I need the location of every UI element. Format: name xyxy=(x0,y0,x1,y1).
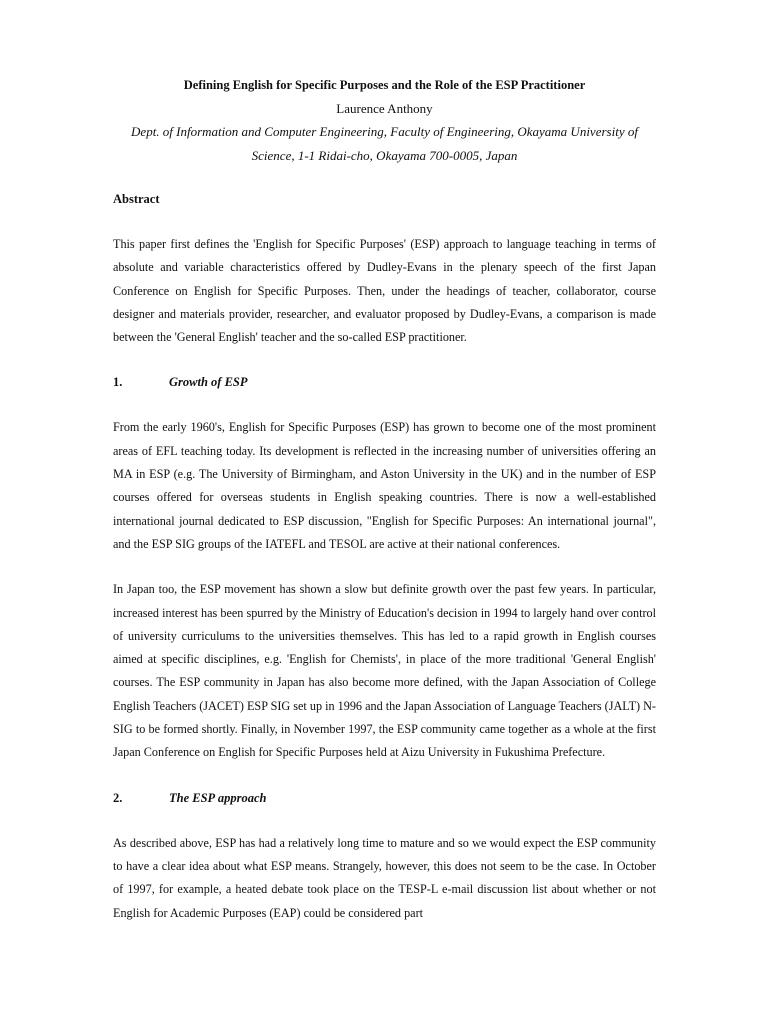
section-title: The ESP approach xyxy=(169,790,267,805)
section-heading-growth xyxy=(113,371,656,394)
paper-title: Defining English for Specific Purposes and the Role of the ESP Practitioner xyxy=(183,78,586,92)
author-name: Laurence Anthony xyxy=(336,101,433,116)
paragraph: As described above, ESP has had a relatively long time to mature and so we would expect the ESP community to have a clear idea about what ESP means. Strangely, however, this does not seem to be the case. In October of 1997, for example, a heated debate took place on the TESP-L e-mail discussion list about whether or not English for Academic Purposes (EAP) could be considered part xyxy=(113,835,656,920)
author-affiliation: Dept. of Information and Computer Engineering, Faculty of Engineering, Okayama University of Science, 1-1 Ridai-cho, Okayama 700-0005, Japan xyxy=(131,124,638,163)
section-number: 2. xyxy=(113,790,123,805)
section-number: 1. xyxy=(113,375,123,390)
section-heading-esp-approach xyxy=(113,787,656,810)
paragraph: In Japan too, the ESP movement has shown a slow but definite growth over the past few years. In particular, increased interest has been spurred by the Ministry of Education's decision in 1994 to largely hand over control of university curriculums to the universities themselves. This has led to a rapid growth in English courses aimed at specific disciplines, e.g. 'English for Chemists', in place of the more traditional 'General English' courses. The ESP community in Japan has also become more defined, with the Japan Association of College English Teachers (JACET) ESP SIG set up in 1996 and the Japan Association of Language Teachers (JALT) N-SIG to be formed shortly. Finally, in November 1997, the ESP community came together as a whole at the first Japan Conference on English for Specific Purposes held at Aizu University in Fukushima Prefecture. xyxy=(113,582,656,760)
section-title: Growth of ESP xyxy=(169,375,248,390)
abstract-text: This paper first defines the 'English for Specific Purposes' (ESP) approach to language teaching in terms of absolute and variable characteristics offered by Dudley-Evans in the plenary speech of the first Japan Conference on English for Specific Purposes. Then, under the headings of teacher, collaborator, course designer and materials provider, researcher, and evaluator proposed by Dudley-Evans, a comparison is made between the 'General English' teacher and the so-called ESP practitioner. xyxy=(113,237,656,345)
paper-page xyxy=(113,74,656,925)
abstract-heading: Abstract xyxy=(113,192,160,206)
paragraph: From the early 1960's, English for Specific Purposes (ESP) has grown to become one of the most prominent areas of EFL teaching today. Its development is reflected in the increasing number of universities offering an MA in ESP (e.g. The University of Birmingham, and Aston University in the UK) and in the number of ESP courses offered for overseas students in English speaking countries. There is now a well-established international journal dedicated to ESP discussion, "English for Specific Purposes: An international journal", and the ESP SIG groups of the IATEFL and TESOL are active at their national conferences. xyxy=(113,420,656,551)
